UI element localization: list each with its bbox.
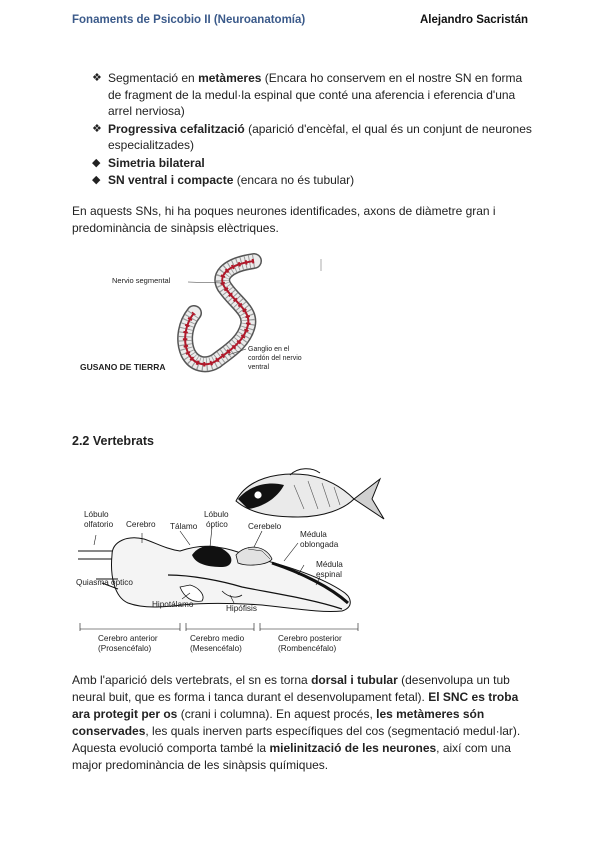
label-lobulo-optico-1: Lóbulo	[204, 510, 229, 519]
label-hipofisis: Hipófisis	[226, 604, 257, 613]
paragraph-vertebrates: Amb l'aparició dels vertebrats, el sn es torna dorsal i tubular (desenvolupa un tub neural buit, que es forma i tanca durant el desenvolupament fetal). El SNC es troba ara protegit per os (crani i columna). En aquest procés, les metàmeres són conservades, les quals inerven parts específiques del cos (segmentació medul·lar). Aquesta evolució comporta també la mielinització de les neurones, així com una major predominància de les sinàpsis químiques.	[72, 673, 521, 772]
page-header	[72, 14, 528, 32]
earthworm-figure	[76, 253, 328, 383]
label-talamo: Tálamo	[170, 522, 198, 531]
feature-list	[92, 70, 532, 190]
label-medio-1: Cerebro medio	[190, 634, 245, 643]
label-nervio-segmental: Nervio segmental	[112, 276, 171, 285]
bullet-icon: ◆	[92, 174, 101, 186]
bullet-icon: ❖	[92, 72, 102, 84]
worm-caption: GUSANO DE TIERRA	[80, 362, 166, 372]
label-cerebro: Cerebro	[126, 520, 156, 529]
label-medula-espinal-2: espinal	[316, 570, 342, 579]
label-ganglio-2: cordón del nervio	[248, 355, 302, 362]
label-cerebelo: Cerebelo	[248, 522, 282, 531]
paragraph-invertebrates: En aquests SNs, hi ha poques neurones identificades, axons de diàmetre gran i predominància de sinàpsis elèctriques.	[72, 204, 496, 235]
vertebrate-brain-figure	[72, 463, 392, 666]
label-lobulo-olfatorio-1: Lóbulo	[84, 510, 109, 519]
bullet-icon: ❖	[92, 122, 102, 135]
label-hipotalamo: Hipotálamo	[152, 600, 194, 609]
label-medula-oblongada-2: oblongada	[300, 540, 339, 549]
list-item: ◆ SN ventral i compacte (encara no és tubular)	[92, 173, 355, 187]
author-name: Alejandro Sacristán	[419, 14, 528, 26]
label-anterior-1: Cerebro anterior	[98, 634, 158, 643]
course-title: Fonaments de Psicobio II (Neuroanatomía)	[72, 14, 306, 26]
label-lobulo-optico-2: óptico	[206, 520, 228, 529]
label-medula-espinal-1: Médula	[316, 560, 343, 569]
label-posterior-2: (Rombencéfalo)	[278, 644, 337, 653]
list-item: ❖ Progressiva cefalització (aparició d'encèfal, el qual és un conjunt de neurones especialitzades)	[92, 121, 532, 152]
label-medio-2: (Mesencéfalo)	[190, 644, 242, 653]
list-item: ◆ Simetria bilateral	[92, 155, 205, 170]
fish-illustration	[236, 469, 384, 519]
label-lobulo-olfatorio-2: olfatorio	[84, 520, 114, 529]
label-posterior-1: Cerebro posterior	[278, 634, 342, 643]
label-ganglio-3: ventral	[248, 364, 270, 371]
section-title: 2.2 Vertebrats	[72, 434, 154, 448]
label-medula-oblongada-1: Médula	[300, 530, 327, 539]
bullet-icon: ◆	[92, 156, 101, 169]
label-anterior-2: (Prosencéfalo)	[98, 644, 152, 653]
list-item: ❖ Segmentació en metàmeres (Encara ho conservem en el nostre SN en forma de fragment de la medul·la espinal que conté una aferencia i eferencia d'una arrel nerviosa)	[92, 71, 523, 118]
label-quiasma: Quiasma óptico	[76, 578, 133, 587]
label-ganglio-1: Ganglio en el	[248, 346, 290, 353]
